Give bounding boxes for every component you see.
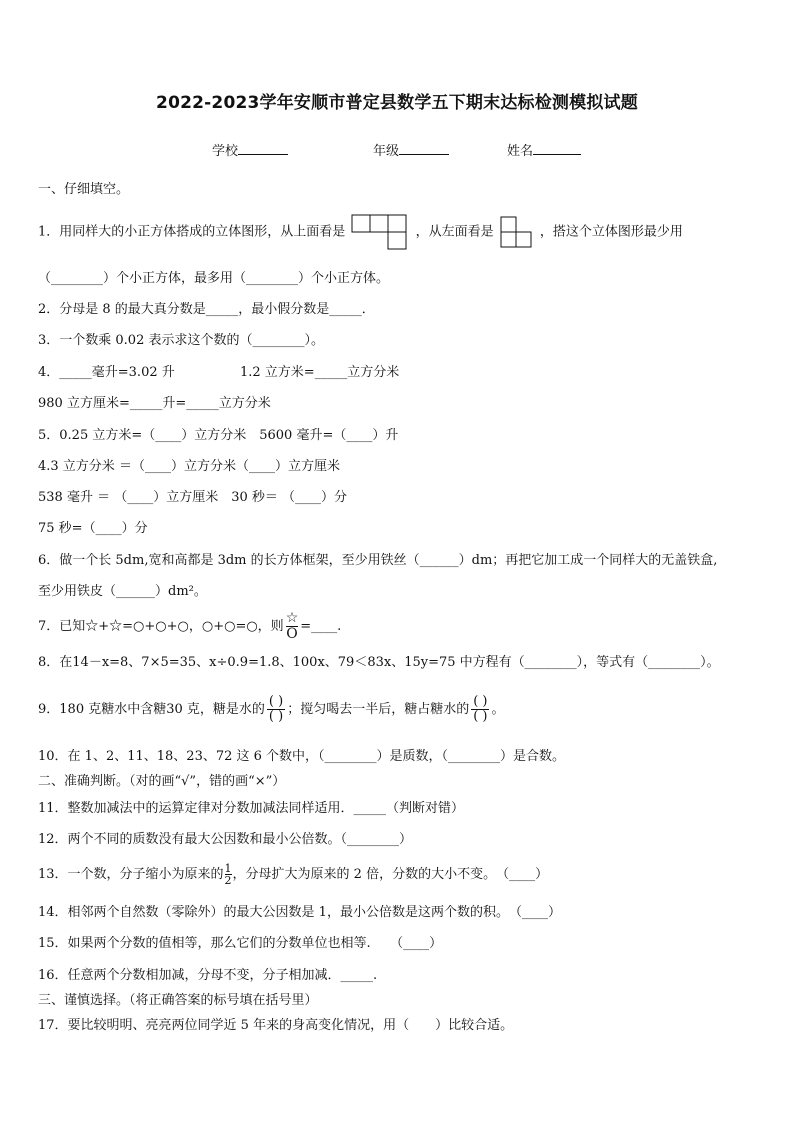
question-3: 3．一个数乘 0.02 表示求这个数的（________）。: [38, 333, 324, 348]
q1-text-b: ，从左面看是: [415, 224, 494, 240]
question-10: 10．在 1、2、11、18、23、72 这 6 个数中，（________）是质数，（________）是合数。: [38, 749, 566, 764]
sugar-solution-ratio-blank[interactable]: $\frac{( )}{( )}$: [473, 694, 488, 724]
grade-field: [373, 140, 449, 159]
section-heading-1: 一、仔细填空。: [38, 182, 130, 197]
question-11: 11．整数加减法中的运算定律对分数加减法同样适用．_____（判断对错）: [38, 801, 465, 816]
star-circle-fraction: [286, 611, 299, 642]
left-view-figure: [500, 216, 534, 248]
name-field: [507, 140, 581, 159]
question-7: [38, 610, 341, 644]
q13-text-b: ，分母扩大为原来的 2 倍，分数的大小不变。 （____）: [232, 867, 549, 882]
school-label: 学校: [212, 144, 239, 159]
q13-text-a: 13．一个数，分子缩小为原来的: [38, 867, 224, 882]
section-heading-2: 二、准确判断。（对的画“√”，错的画“×”）: [38, 774, 286, 789]
question-6b: 至少用铁皮（______）dm²。: [38, 584, 207, 599]
question-16: 16．任意两个分数相加减，分母不变，分子相加减．_____.: [38, 968, 378, 983]
question-1-cont: （________）个小正方体，最多用（________）个小正方体。: [38, 271, 390, 286]
name-blank[interactable]: [533, 142, 581, 155]
q9-text-c: 。: [491, 702, 505, 717]
name-label: 姓名: [507, 144, 534, 159]
top-view-figure: [351, 214, 409, 250]
question-4c: 980 立方厘米=_____升=_____立方分米: [38, 396, 271, 411]
question-15: 15．如果两个分数的值相等，那么它们的分数单位也相等. （____）: [38, 936, 443, 951]
question-12: 12．两个不同的质数没有最大公因数和最小公倍数。（________）: [38, 832, 413, 847]
question-4b: 1.2 立方米=_____立方分米: [240, 365, 400, 380]
grade-label: 年级: [373, 144, 400, 159]
star-numerator: ☆: [285, 610, 299, 626]
one-half-fraction: $\frac{1}{2}$: [224, 862, 232, 887]
circle-denominator: O: [286, 626, 298, 642]
question-13: [38, 858, 548, 892]
question-17: 17．要比较明明、亮亮两位同学近 5 年来的身高变化情况，用（ ）比较合适。: [38, 1018, 514, 1033]
q9-text-b: ；搅匀喝去一半后，糖占糖水的: [287, 702, 470, 717]
q7-text-a: 7．已知☆+☆=○+○+○，○+○=○，则: [38, 619, 284, 634]
school-field: [212, 140, 288, 159]
q1-text-a: 1．用同样大的小正方体搭成的立体图形，从上面看是: [38, 224, 346, 240]
question-9: [38, 688, 505, 732]
q1-text-c: ，搭这个立体图形最少用: [539, 224, 683, 240]
question-5c: 538 毫升 ＝ （____）立方厘米 30 秒＝ （____）分: [38, 490, 348, 505]
question-2: 2．分母是 8 的最大真分数是_____，最小假分数是_____．: [38, 302, 375, 317]
q7-text-b: =____.: [300, 619, 342, 634]
question-6a: 6．做一个长 5dm,宽和高都是 3dm 的长方体框架，至少用铁丝（______）dm；再把它加工成一个同样大的无盖铁盒,: [38, 553, 718, 568]
page-title: 2022-2023学年安顺市普定县数学五下期末达标检测模拟试题: [156, 93, 638, 113]
school-blank[interactable]: [238, 142, 288, 155]
question-1: [38, 214, 683, 250]
question-4a: 4．_____毫升=3.02 升: [38, 365, 175, 380]
sugar-water-ratio-blank[interactable]: $\frac{( )}{( )}$: [268, 694, 284, 724]
grade-blank[interactable]: [399, 142, 449, 155]
section-heading-3: 三、谨慎选择。（将正确答案的标号填在括号里）: [38, 993, 318, 1008]
question-5d: 75 秒=（____）分: [38, 521, 148, 536]
question-5b: 4.3 立方分米 ＝（____）立方分米（____）立方厘米: [38, 459, 340, 474]
q9-text-a: 9．180 克糖水中含糖30 克，糖是水的: [38, 702, 265, 717]
question-5a: 5．0.25 立方米=（____）立方分米 5600 毫升=（____）升: [38, 428, 399, 443]
question-14: 14．相邻两个自然数（零除外）的最大公因数是 1，最小公倍数是这两个数的积。 （____）: [38, 905, 561, 920]
question-8: 8．在14－x=8、7×5=35、x÷0.9=1.8、100x、79＜83x、15y=75 中方程有（________），等式有（________）。: [38, 655, 720, 670]
